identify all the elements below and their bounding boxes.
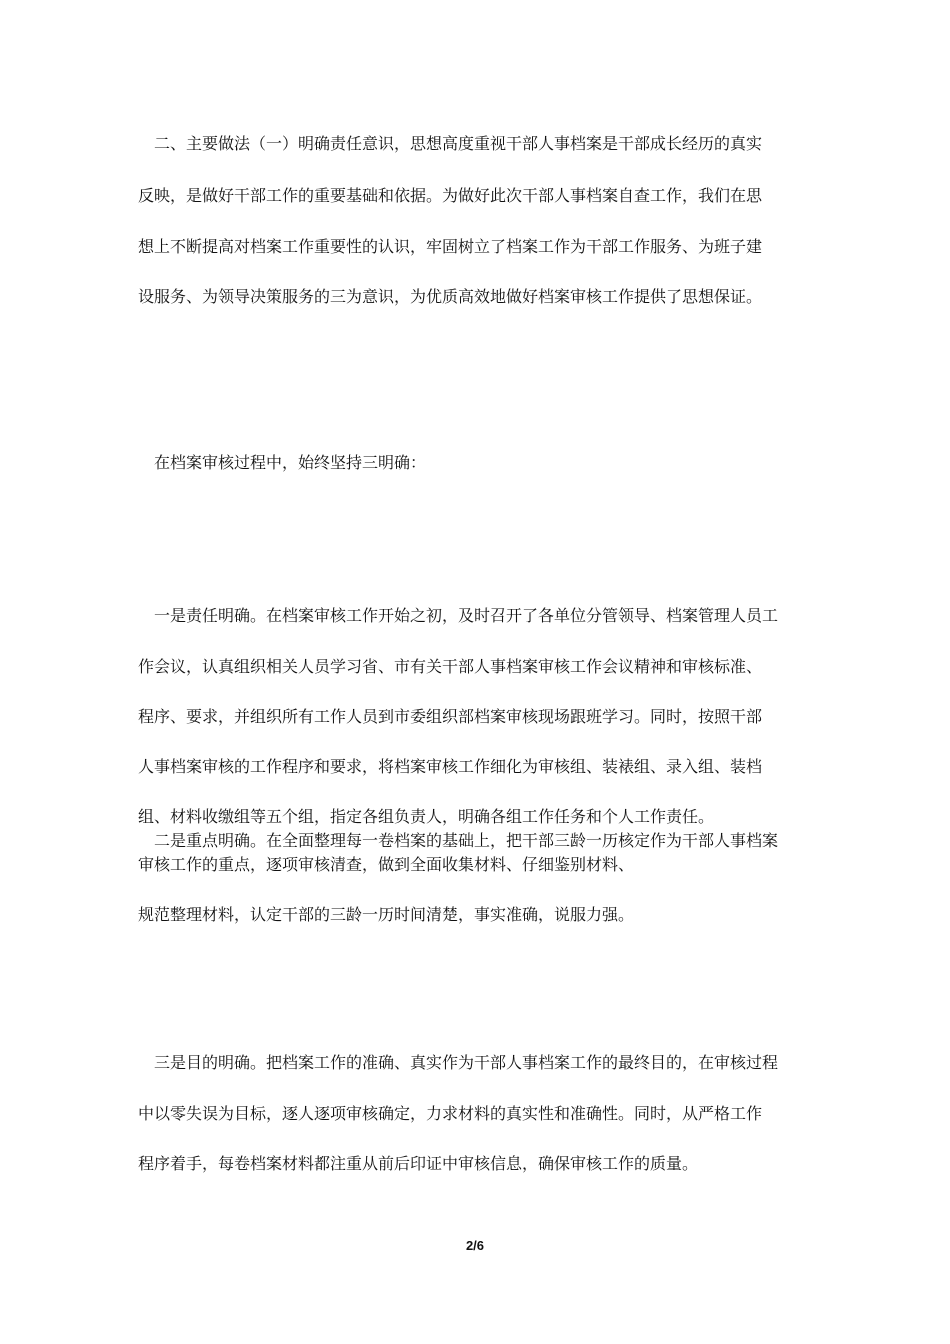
paragraph-5-line-1: 三是目的明确。把档案工作的准确、真实作为干部人事档案工作的最终目的，在审核过程: [138, 1053, 779, 1072]
paragraph-1-line-1: 二、主要做法（一）明确责任意识，思想高度重视干部人事档案是干部成长经历的真实: [138, 134, 763, 153]
paragraph-5-line-2: 中以零失误为目标，逐人逐项审核确定，力求材料的真实性和准确性。同时，从严格工作: [138, 1104, 763, 1123]
paragraph-1-line-2: 反映，是做好干部工作的重要基础和依据。为做好此次干部人事档案自查工作，我们在思: [138, 186, 763, 205]
paragraph-3-line-4: 人事档案审核的工作程序和要求，将档案审核工作细化为审核组、装裱组、录入组、装档: [138, 757, 763, 776]
page-number: 2/6: [465, 1238, 485, 1253]
paragraph-3-line-5: 组、材料收缴组等五个组，指定各组负责人，明确各组工作任务和个人工作责任。: [138, 807, 715, 826]
paragraph-4-line-2: 审核工作的重点，逐项审核清查，做到全面收集材料、仔细鉴别材料、: [138, 855, 635, 874]
paragraph-4-line-1: 二是重点明确。在全面整理每一卷档案的基础上，把干部三龄一历核定作为干部人事档案: [138, 831, 779, 850]
paragraph-2-line-1: 在档案审核过程中，始终坚持三明确：: [138, 453, 427, 472]
paragraph-3-line-2: 作会议，认真组织相关人员学习省、市有关干部人事档案审核工作会议精神和审核标准、: [138, 657, 763, 676]
paragraph-1-line-4: 设服务、为领导决策服务的三为意识，为优质高效地做好档案审核工作提供了思想保证。: [138, 287, 763, 306]
paragraph-4-line-3: 规范整理材料，认定干部的三龄一历时间清楚，事实准确，说服力强。: [138, 905, 635, 924]
paragraph-3-line-1: 一是责任明确。在档案审核工作开始之初，及时召开了各单位分管领导、档案管理人员工: [138, 606, 779, 625]
paragraph-3-line-3: 程序、要求，并组织所有工作人员到市委组织部档案审核现场跟班学习。同时，按照干部: [138, 707, 763, 726]
paragraph-1-line-3: 想上不断提高对档案工作重要性的认识，牢固树立了档案工作为干部工作服务、为班子建: [138, 237, 763, 256]
paragraph-5-line-3: 程序着手，每卷档案材料都注重从前后印证中审核信息，确保审核工作的质量。: [138, 1154, 699, 1173]
